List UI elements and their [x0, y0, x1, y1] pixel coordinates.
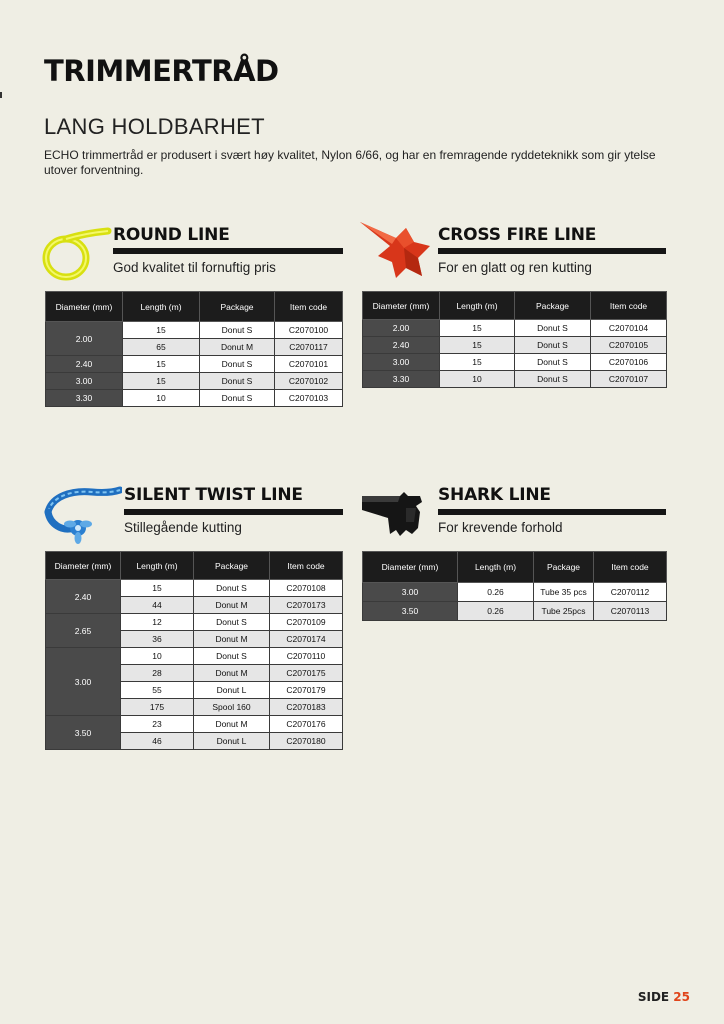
page-number-value: 25	[673, 990, 690, 1004]
column-header: Package	[534, 552, 594, 583]
column-header: Length (m)	[440, 292, 515, 320]
column-header: Length (m)	[121, 552, 194, 580]
column-header: Length (m)	[458, 552, 534, 583]
section-subtitle: God kvalitet til fornuftig pris	[113, 260, 276, 275]
item-code-cell: C2070107	[591, 371, 667, 388]
column-header: Package	[515, 292, 591, 320]
package-cell: Donut S	[515, 320, 591, 337]
package-cell: Donut S	[515, 354, 591, 371]
blue-twist-line-icon	[42, 484, 122, 546]
length-cell: 15	[121, 580, 194, 597]
table-row	[46, 390, 343, 407]
diameter-cell: 2.40	[46, 356, 123, 373]
table-row	[46, 716, 343, 733]
length-cell: 23	[121, 716, 194, 733]
table-row	[46, 356, 343, 373]
length-cell: 0.26	[458, 602, 534, 621]
diameter-cell: 2.40	[46, 580, 121, 614]
package-cell: Spool 160	[194, 699, 270, 716]
length-cell: 15	[440, 320, 515, 337]
item-code-cell: C2070179	[270, 682, 343, 699]
section-divider	[113, 248, 343, 254]
item-code-cell: C2070108	[270, 580, 343, 597]
red-cross-line-icon	[356, 218, 436, 280]
item-code-cell: C2070112	[594, 583, 667, 602]
column-header: Item code	[591, 292, 667, 320]
item-code-cell: C2070109	[270, 614, 343, 631]
item-code-cell: C2070106	[591, 354, 667, 371]
item-code-cell: C2070103	[275, 390, 343, 407]
item-code-cell: C2070110	[270, 648, 343, 665]
column-header: Item code	[275, 292, 343, 322]
section-title: ROUND LINE	[113, 225, 230, 245]
section-subtitle: For en glatt og ren kutting	[438, 260, 592, 275]
page-number	[638, 990, 690, 1004]
package-cell: Donut S	[200, 390, 275, 407]
package-cell: Donut L	[194, 733, 270, 750]
package-cell: Donut S	[200, 356, 275, 373]
table-row	[363, 602, 667, 621]
package-cell: Donut S	[515, 337, 591, 354]
item-code-cell: C2070180	[270, 733, 343, 750]
package-cell: Donut M	[194, 597, 270, 614]
package-cell: Donut S	[194, 580, 270, 597]
page-title: TRIMMERTRÅD	[44, 54, 279, 88]
item-code-cell: C2070173	[270, 597, 343, 614]
item-code-cell: C2070174	[270, 631, 343, 648]
length-cell: 15	[440, 354, 515, 371]
column-header: Diameter (mm)	[363, 292, 440, 320]
item-code-cell: C2070102	[275, 373, 343, 390]
length-cell: 12	[121, 614, 194, 631]
length-cell: 36	[121, 631, 194, 648]
length-cell: 55	[121, 682, 194, 699]
item-code-cell: C2070105	[591, 337, 667, 354]
section-subtitle: Stillegående kutting	[124, 520, 242, 535]
package-cell: Donut M	[194, 631, 270, 648]
column-header: Item code	[594, 552, 667, 583]
section-subtitle: For krevende forhold	[438, 520, 563, 535]
length-cell: 15	[123, 356, 200, 373]
length-cell: 175	[121, 699, 194, 716]
section-divider	[438, 248, 666, 254]
package-cell: Donut S	[515, 371, 591, 388]
length-cell: 10	[121, 648, 194, 665]
length-cell: 15	[123, 373, 200, 390]
column-header: Item code	[270, 552, 343, 580]
diameter-cell: 3.50	[46, 716, 121, 750]
spec-table-cross-fire	[362, 291, 667, 388]
yellow-line-coil-icon	[42, 222, 112, 282]
length-cell: 15	[123, 322, 200, 339]
diameter-cell: 3.30	[46, 390, 123, 407]
length-cell: 44	[121, 597, 194, 614]
package-cell: Donut M	[194, 716, 270, 733]
table-row	[363, 583, 667, 602]
diameter-cell: 3.50	[363, 602, 458, 621]
table-row	[363, 337, 667, 354]
package-cell: Donut S	[194, 648, 270, 665]
column-header: Package	[194, 552, 270, 580]
package-cell: Donut S	[200, 322, 275, 339]
section-title: SILENT TWIST LINE	[124, 485, 303, 505]
length-cell: 10	[440, 371, 515, 388]
item-code-cell: C2070100	[275, 322, 343, 339]
spec-table-shark	[362, 551, 667, 621]
edge-mark	[0, 92, 2, 98]
page-label: SIDE	[637, 990, 670, 1004]
table-row	[46, 580, 343, 597]
item-code-cell: C2070101	[275, 356, 343, 373]
section-title: CROSS FIRE LINE	[438, 225, 597, 245]
length-cell: 65	[123, 339, 200, 356]
section-divider	[438, 509, 666, 515]
length-cell: 46	[121, 733, 194, 750]
diameter-cell: 2.65	[46, 614, 121, 648]
column-header: Length (m)	[123, 292, 200, 322]
page-subtitle: LANG HOLDBARHET	[44, 114, 265, 139]
spec-table-silent-twist	[45, 551, 343, 750]
diameter-cell: 2.40	[363, 337, 440, 354]
item-code-cell: C2070175	[270, 665, 343, 682]
package-cell: Donut M	[200, 339, 275, 356]
item-code-cell: C2070104	[591, 320, 667, 337]
item-code-cell: C2070113	[594, 602, 667, 621]
diameter-cell: 3.00	[363, 583, 458, 602]
table-row	[363, 320, 667, 337]
section-divider	[124, 509, 343, 515]
diameter-cell: 3.00	[46, 373, 123, 390]
length-cell: 28	[121, 665, 194, 682]
length-cell: 15	[440, 337, 515, 354]
length-cell: 10	[123, 390, 200, 407]
table-row	[46, 322, 343, 339]
table-row	[363, 371, 667, 388]
column-header: Diameter (mm)	[363, 552, 458, 583]
table-row	[46, 648, 343, 665]
package-cell: Tube 25pcs	[534, 602, 594, 621]
column-header: Diameter (mm)	[46, 292, 123, 322]
package-cell: Tube 35 pcs	[534, 583, 594, 602]
package-cell: Donut M	[194, 665, 270, 682]
diameter-cell: 2.00	[363, 320, 440, 337]
diameter-cell: 2.00	[46, 322, 123, 356]
table-row	[46, 373, 343, 390]
section-title: SHARK LINE	[438, 485, 551, 505]
intro-text: ECHO trimmertråd er produsert i svært høy kvalitet, Nylon 6/66, og har en fremragende ryddeteknikk som gir ytelse utover forventning.	[44, 148, 656, 177]
item-code-cell: C2070117	[275, 339, 343, 356]
column-header: Diameter (mm)	[46, 552, 121, 580]
column-header: Package	[200, 292, 275, 322]
diameter-cell: 3.00	[363, 354, 440, 371]
spec-table-round	[45, 291, 343, 407]
package-cell: Donut S	[200, 373, 275, 390]
item-code-cell: C2070176	[270, 716, 343, 733]
table-row	[363, 354, 667, 371]
item-code-cell: C2070183	[270, 699, 343, 716]
package-cell: Donut L	[194, 682, 270, 699]
diameter-cell: 3.30	[363, 371, 440, 388]
diameter-cell: 3.00	[46, 648, 121, 716]
length-cell: 0.26	[458, 583, 534, 602]
black-shark-line-icon	[360, 488, 436, 540]
package-cell: Donut S	[194, 614, 270, 631]
table-row	[46, 614, 343, 631]
